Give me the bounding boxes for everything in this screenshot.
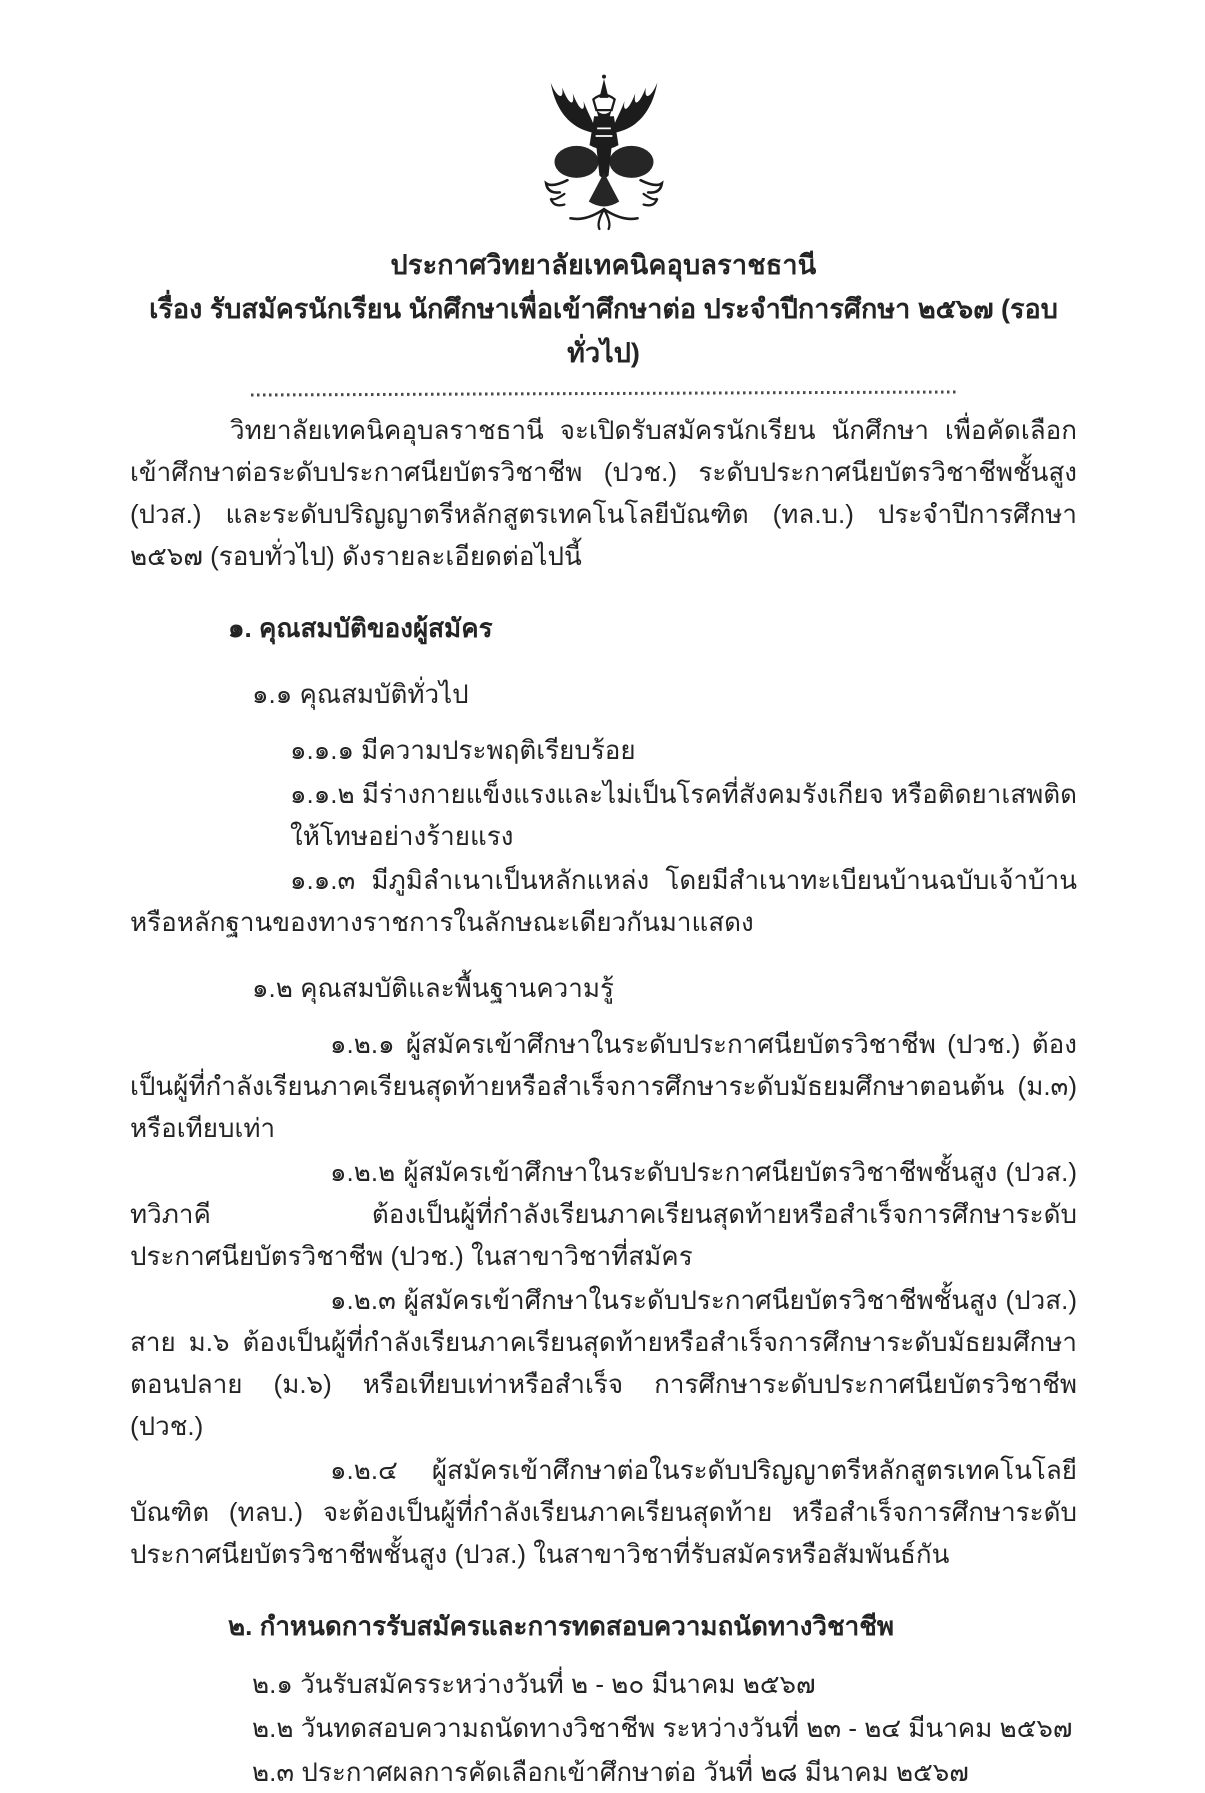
section-1-2-heading: ๑.๒ คุณสมบัติและพื้นฐานความรู้ — [252, 973, 614, 1003]
document-title: ประกาศวิทยาลัยเทคนิคอุบลราชธานี — [390, 250, 817, 280]
item-1-2-1: ๑.๒.๑ ผู้สมัครเข้าศึกษาในระดับประกาศนียบัตรวิชาชีพ (ปวช.) ต้องเป็นผู้ที่กำลังเรียนภาคเรียนสุดท้ายหรือสำเร็จการศึกษาระดับมัธยมศึกษาตอนต้น (ม.๓) หรือเทียบเท่า — [130, 1029, 1077, 1143]
section-1-heading: ๑. คุณสมบัติของผู้สมัคร — [228, 613, 493, 643]
intro-paragraph: วิทยาลัยเทคนิคอุบลราชธานี จะเปิดรับสมัครนักเรียน นักศึกษา เพื่อคัดเลือกเข้าศึกษาต่อระดับประกาศนียบัตรวิชาชีพ (ปวช.) ระดับประกาศนียบัตรวิชาชีพชั้นสูง (ปวส.) และระดับปริญญาตรีหลักสูตรเทคโนโลยีบัณฑิต (ทล.บ.) ประจำปีการศึกษา ๒๕๖๗ (รอบทั่วไป) ดังรายละเอียดต่อไปนี้ — [130, 415, 1077, 571]
item-2-1: ๒.๑ วันรับสมัครระหว่างวันที่ ๒ - ๒๐ มีนาคม ๒๕๖๗ — [252, 1669, 816, 1699]
section-1-1-heading: ๑.๑ คุณสมบัติทั่วไป — [252, 679, 469, 709]
item-2-3: ๒.๓ ประกาศผลการคัดเลือกเข้าศึกษาต่อ วันที่ ๒๘ มีนาคม ๒๕๖๗ — [252, 1757, 969, 1787]
section-2-heading: ๒. กำหนดการรับสมัครและการทดสอบความถนัดทางวิชาชีพ — [228, 1611, 895, 1641]
item-1-2-4: ๑.๒.๔ ผู้สมัครเข้าศึกษาต่อในระดับปริญญาตรีหลักสูตรเทคโนโลยีบัณฑิต (ทลบ.) จะต้องเป็นผู้ที่กำลังเรียนภาคเรียนสุดท้าย หรือสำเร็จการศึกษาระดับประกาศนียบัตรวิชาชีพชั้นสูง (ปวส.) ในสาขาวิชาที่รับสมัครหรือสัมพันธ์กัน — [130, 1455, 1077, 1569]
item-2-2: ๒.๒ วันทดสอบความถนัดทางวิชาชีพ ระหว่างวันที่ ๒๓ - ๒๔ มีนาคม ๒๕๖๗ — [252, 1713, 1073, 1743]
garuda-emblem-icon — [520, 72, 688, 232]
item-1-2-2: ๑.๒.๒ ผู้สมัครเข้าศึกษาในระดับประกาศนียบัตรวิชาชีพชั้นสูง (ปวส.) ทวิภาคี ต้องเป็นผู้ที่กำลังเรียนภาคเรียนสุดท้ายหรือสำเร็จการศึกษาระดับประกาศนียบัตรวิชาชีพ (ปวช.) ในสาขาวิชาที่สมัคร — [130, 1157, 1077, 1271]
document-content — [130, 0, 1077, 1793]
item-1-1-1: ๑.๑.๑ มีความประพฤติเรียบร้อย — [290, 735, 636, 765]
garuda-emblem — [130, 72, 1077, 237]
document-subject: เรื่อง รับสมัครนักเรียน นักศึกษาเพื่อเข้าศึกษาต่อ ประจำปีการศึกษา ๒๕๖๗ (รอบทั่วไป) — [149, 294, 1058, 368]
item-1-1-2: ๑.๑.๒ มีร่างกายแข็งแรงและไม่เป็นโรคที่สังคมรังเกียจ หรือติดยาเสพติดให้โทษอย่างร้ายแรง — [290, 779, 1077, 851]
item-1-1-3: ๑.๑.๓ มีภูมิลำเนาเป็นหลักแหล่ง โดยมีสำเนาทะเบียนบ้านฉบับเจ้าบ้านหรือหลักฐานของทางราชการในลักษณะเดียวกันมาแสดง — [130, 865, 1077, 937]
item-1-2-3: ๑.๒.๓ ผู้สมัครเข้าศึกษาในระดับประกาศนียบัตรวิชาชีพชั้นสูง (ปวส.) สาย ม.๖ ต้องเป็นผู้ที่กำลังเรียนภาคเรียนสุดท้ายหรือสำเร็จการศึกษาระดับมัธยมศึกษาตอนปลาย (ม.๖) หรือเทียบเท่าหรือสำเร็จ การศึกษาระดับประกาศนียบัตรวิชาชีพ (ปวช.) — [130, 1285, 1077, 1441]
dotted-divider — [250, 389, 956, 396]
